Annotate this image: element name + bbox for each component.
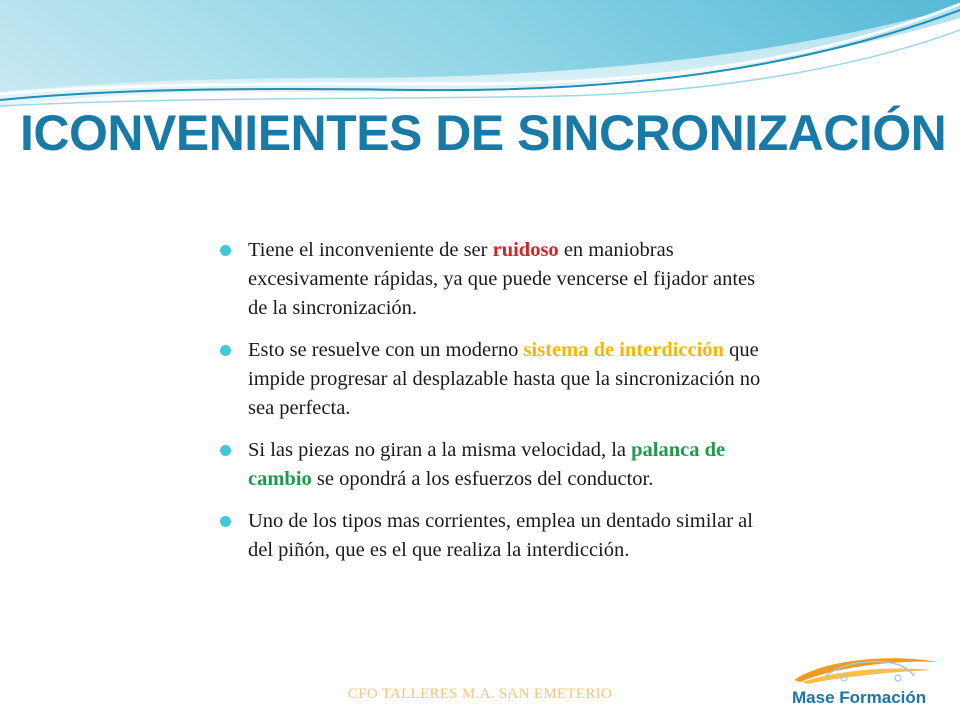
bullet-text: [248, 510, 753, 561]
bullet-text-segment: Uno de los tipos mas corrientes, emplea un dentado similar al del piñón, que es el que realiza la interdicción.: [248, 510, 753, 561]
bullet-text: [248, 339, 760, 419]
bullet-text-segment: se opondrá a los esfuerzos del conductor.: [311, 468, 654, 490]
logo-text: Mase Formación: [792, 688, 927, 707]
highlight-sistema-de-interdiccion: sistema de interdicción: [523, 339, 724, 361]
car-swoosh-logo-icon: [786, 652, 946, 688]
bullet-dot-icon: [220, 445, 231, 456]
bullet-item: [218, 507, 778, 565]
footer-text: CFO TALLERES M.A. SAN EMETERIO: [347, 686, 613, 702]
highlight-ruidoso: ruidoso: [492, 239, 559, 261]
mase-formacion-logo: [786, 652, 946, 712]
bullet-text: [248, 239, 755, 319]
bullet-text-segment: Tiene el inconveniente de ser: [248, 239, 493, 261]
bullet-text-segment: Si las piezas no giran a la misma velocidad, la: [248, 439, 632, 461]
bullet-text-segment: Esto se resuelve con un moderno: [248, 339, 524, 361]
bullet-text: [248, 439, 725, 490]
bullet-item: [218, 336, 778, 423]
bullet-list: [218, 236, 778, 578]
bullet-item: [218, 436, 778, 494]
highlight-palanca-de-cambio: palanca de cambio: [248, 439, 726, 490]
bullet-item: [218, 236, 778, 323]
bullet-text-segment: que impide progresar al desplazable hasta que la sincronización no sea perfecta.: [248, 339, 761, 419]
bullet-text-segment: en maniobras excesivamente rápidas, ya que puede vencerse el fijador antes de la sincronización.: [248, 239, 756, 319]
bullet-dot-icon: [220, 245, 231, 256]
bullet-dot-icon: [220, 516, 231, 527]
slide-title: ICONVENIENTES DE SINCRONIZACIÓN: [20, 105, 947, 161]
bullet-dot-icon: [220, 345, 231, 356]
